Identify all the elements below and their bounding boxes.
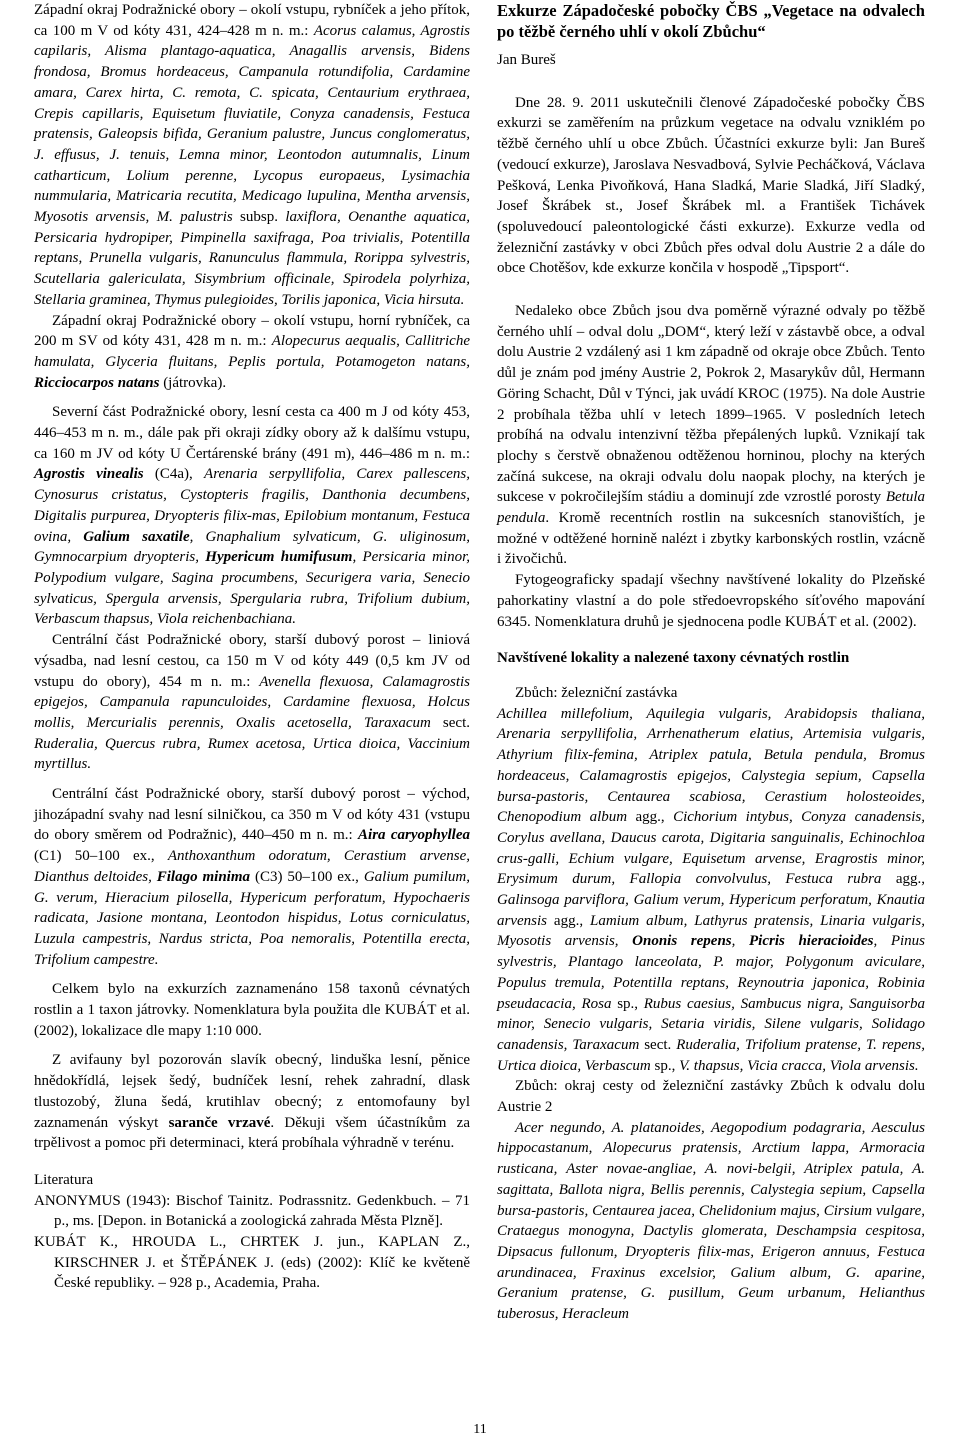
article-title: Exkurze Západočeské pobočky ČBS „Vegetace na odvalech po těžbě černého uhlí v okolí Zbůchu“ <box>497 1 925 41</box>
left-column <box>34 0 470 1294</box>
literature-heading: Literatura <box>34 1171 94 1188</box>
paragraph-central-oak-line: Centrální část Podražnické obory, starší dubový porost – liniová výsadba, nad lesní cestou, ca 150 m V od kóty 449 (0,5 km JV od vstupu do obory), 454 m n. m.: Avenella flexuosa, Calamagrostis epigejos, Campanula rapunculoides, Cardamine flexuosa, Holcus mollis, Mercurialis perennis, Oxalis acetosella, Taraxacum sect. Ruderalia, Quercus rubra, Rumex acetosa, Urtica dioica, Vaccinium myrtillus. <box>34 632 470 773</box>
page-number: 11 <box>473 1422 487 1437</box>
paragraph-west-edge-pond: Západní okraj Podražnické obory – okolí vstupu, rybníček a jeho přítok, ca 100 m V od kóty 431, 424–428 m n. m.: Acorus calamus, Agrostis capilaris, Alisma plantago-aquatica, Anagallis arvensis, Bidens frondosa, Bromus hordeaceus, Campanula rotundifolia, Cardamine amara, Carex hirta, C. remota, C. spicata, Centaurium erythraea, Crepis capillaris, Equisetum fluviatile, Conyza canadensis, Festuca pratensis, Galeopsis bifida, Geranium palustre, Juncus conglomeratus, J. effusus, J. tenuis, Lemna minor, Leontodon autumnalis, Linum catharticum, Lolium perenne, Lycopus europaeus, Lysimachia nummularia, Matricaria recutita, Medicago lupulina, Mentha arvensis, Myosotis arvensis, M. palustris subsp. laxiflora, Oenanthe aquatica, Persicaria hydropiper, Pimpinella saxifraga, Poa trivialis, Potentilla reptans, Prunella vulgaris, Ranunculus flammula, Rorippa sylvestris, Scutellaria galericulata, Sisymbrium officinale, Spirodela polyrhiza, Stellaria graminea, Thymus pulegioides, Torilis japonica, Vicia hirsuta. <box>34 2 470 308</box>
right-column <box>497 0 925 1325</box>
article-author: Jan Bureš <box>497 52 556 68</box>
paragraph-phytogeography: Fytogeograficky spadají všechny navštívené lokality do Plzeňské pahorkatiny vlastní a do pole středoevropského síťového mapování 6345. Nomenklatura druhů je sjednocena podle KUBÁT et al. (2002). <box>497 572 925 630</box>
taxa-list: Achillea millefolium, Aquilegia vulgaris, Arabidopsis thaliana, Arenaria serpyllifolia, Arrhenatherum elatius, Artemisia vulgaris, Athyrium filix-femina, Atriplex patula, Betula pendula, Bromus hordeaceus, Calamagrostis epigejos, Calystegia sepium, Capsella bursa-pastoris, Centaurea scabiosa, Cerastium holosteoides, Chenopodium album agg., Cichorium intybus, Conyza canadensis, Corylus avellana, Daucus carota, Digitaria sanguinalis, Echinochloa crus-galli, Echium vulgare, Equisetum arvense, Eragrostis minor, Erysimum durum, Fallopia convolvulus, Festuca rubra agg., Galinsoga parviflora, Galium verum, Hypericum perforatum, Knautia arvensis agg., Lamium album, Lathyrus pratensis, Linaria vulgaris, Myosotis arvensis, Ononis repens, Picris hieracioides, Pinus sylvestris, Plantago lanceolata, P. major, Polygonum aviculare, Populus tremula, Potentilla reptans, Reynoutria japonica, Robinia pseudacacia, Rosa sp., Rubus caesius, Sambucus nigra, Sanguisorba minor, Senecio vulgaris, Setaria viridis, Silene vulgaris, Solidago canadensis, Taraxacum sect. Ruderalia, Trifolium pratense, T. repens, Urtica dioica, Verbascum sp., V. thapsus, Vicia cracca, Viola arvensis. <box>497 705 926 1074</box>
paragraph-west-edge-upper-pond: Západní okraj Podražnické obory – okolí vstupu, horní rybníček, ca 200 m SV od kóty 431, 428 m n. m.: Alopecurus aequalis, Callitriche hamulata, Glyceria fluitans, Peplis portula, Potamogeton natans, Ricciocarpos natans (játrovka). <box>34 312 470 391</box>
reference-item: KUBÁT K., HROUDA L., CHRTEK J. jun., KAPLAN Z., KIRSCHNER J. et ŠTĚPÁNEK J. (eds) (2002): Klíč ke květeně České republiky. – 928 p., Academia, Praha. <box>34 1234 470 1292</box>
section-title: Navštívené lokality a nalezené taxony cévnatých rostlin <box>497 650 850 667</box>
paragraph-spoil-heaps: Nedaleko obce Zbůch jsou dva poměrně výrazné odvaly po těžbě černého uhlí – odval dolu „DOM“, který leží v zástavbě obce, a odval dolu Austrie 2 vzdálený asi 1 km západně od okraje obce Zbůch. Tento důl je znám pod jmény Austrie 2, Pokrok 2, Masarykův důl, Hermann Göring Schacht, Důl v Týnci, jak uvádí KROC (1975). Na dole Austrie 2 probíhala těžba uhlí v letech 1899–1965. V posledních letech probíhá na odvalu intenzivní těžba přepálených lupků. Vznikají tak plochy s čerstvě obnaženou odtěženou horninou, plochy na kterých začíná sukcese, na okraji odvalu dolu naopak plochy, na kterých je sukcese v pokročilejším stádiu a dominují zde vzrostlé porosty Betula pendula. Kromě recentních rostlin na sukcesních stanovištích, je možné v odtěžené hornině nalézt i zbytky karbonských rostlin, vzácně i živočichů. <box>497 303 925 568</box>
paragraph-central-oak-east: Centrální část Podražnické obory, starší dubový porost – východ, jihozápadní svahy nad lesní silničkou, ca 350 m V od kóty 431 (vstupu do obory směrem od Podražnic), 440–450 m n. m.: Aira caryophyllea (C1) 50–100 ex., Anthoxanthum odoratum, Cerastium arvense, Dianthus deltoides, Filago minima (C3) 50–100 ex., Galium pumilum, G. verum, Hieracium pilosella, Hypericum perforatum, Hypochaeris radicata, Jasione montana, Leontodon hispidus, Lotus corniculatus, Luzula campestris, Nardus stricta, Poa nemoralis, Potentilla erecta, Trifolium campestre. <box>34 786 471 968</box>
site-heading: Zbůch: okraj cesty od železniční zastávky Zbůch k odvalu dolu Austrie 2 <box>497 1078 925 1116</box>
site-heading: Zbůch: železniční zastávka <box>515 684 678 701</box>
taxa-list: Acer negundo, A. platanoides, Aegopodium podagraria, Aesculus hippocastanum, Alopecurus pratensis, Arctium lappa, Armoracia rusticana, Aster novae-angliae, A. novi-belgii, Atriplex patula, A. sagittata, Ballota nigra, Bellis perennis, Calystegia sepium, Capsella bursa-pastoris, Centaurea jacea, Chelidonium majus, Cirsium vulgare, Crataegus monogyna, Dactylis glomerata, Deschampsia cespitosa, Dipsacus fullonum, Dryopteris filix-mas, Erigeron annuus, Festuca arundinacea, Fraxinus excelsior, Galium album, G. aparine, Geranium pratense, G. pusillum, Geum urbanum, Helianthus tuberosus, Heracleum <box>497 1119 925 1323</box>
reference-item: ANONYMUS (1943): Bischof Tainitz. Podrassnitz. Gedenkbuch. – 71 p., ms. [Depon. in Botanická a zoologická zahrada Města Plzně]. <box>34 1192 470 1230</box>
paragraph-intro: Dne 28. 9. 2011 uskutečnili členové Západočeské pobočky ČBS exkurzi se zaměřením na průzkum vegetace na odvalu vzniklém po těžbě černého uhlí u obce Zbůch. Účastníci exkurze byli: Jan Bureš (vedoucí exkurze), Jaroslava Nesvadbová, Sylvie Pecháčková, Václava Pešková, Lenka Pivoňková, Hana Sladká, Marie Sladká, Jiří Sladký, Josef Škrábek st., Josef Škrábek ml. a František Tichávek (spoluvedoucí paleontologické části exkurze). Exkurze vedla od železniční zastávky v obci Zbůch přes odval dolu Austrie 2 a dále do obce Chotěšov, kde exkurze končila v hospodě „Tipsport“. <box>497 94 925 277</box>
paragraph-north-part: Severní část Podražnické obory, lesní cesta ca 400 m J od kóty 453, 446–453 m n. m., dále pak při okraji zídky obory až k dalšímu vstupu, ca 160 m JV od kóty U Čertárenské brány (491 m), 446–486 m n. m.: Agrostis vinealis (C4a), Arenaria serpyllifolia, Carex pallescens, Cynosurus cristatus, Cystopteris fragilis, Danthonia decumbens, Digitalis purpurea, Dryopteris filix-mas, Epilobium montanum, Festuca ovina, Galium saxatile, Gnaphalium sylvaticum, G. uliginosum, Gymnocarpium dryopteris, Hypericum humifusum, Persicaria minor, Polypodium vulgare, Sagina procumbens, Securigera varia, Senecio sylvaticus, Spergula arvensis, Spergularia rubra, Trifolium dubium, Verbascum thapsus, Viola reichenbachiana. <box>34 404 470 628</box>
paragraph-summary: Celkem bylo na exkurzích zaznamenáno 158 taxonů cévnatých rostlin a 1 taxon játrovky. Nomenklatura byla použita dle KUBÁT et al. (2002), lokalizace dle mapy 1:10 000. <box>34 981 470 1039</box>
paragraph-avifauna: Z avifauny byl pozorován slavík obecný, linduška lesní, pěnice hnědokřídlá, lejsek šedý, budníček lesní, rehek zahradní, dlask tlustozobý, žluna šedá, krutihlav obecný; z entomofauny byl zaznamenán výskyt saranče vrzavé. Děkuji všem účastníkům za trpělivost a pomoc při determinaci, která probíhala výhradně v terénu. <box>34 1052 470 1152</box>
